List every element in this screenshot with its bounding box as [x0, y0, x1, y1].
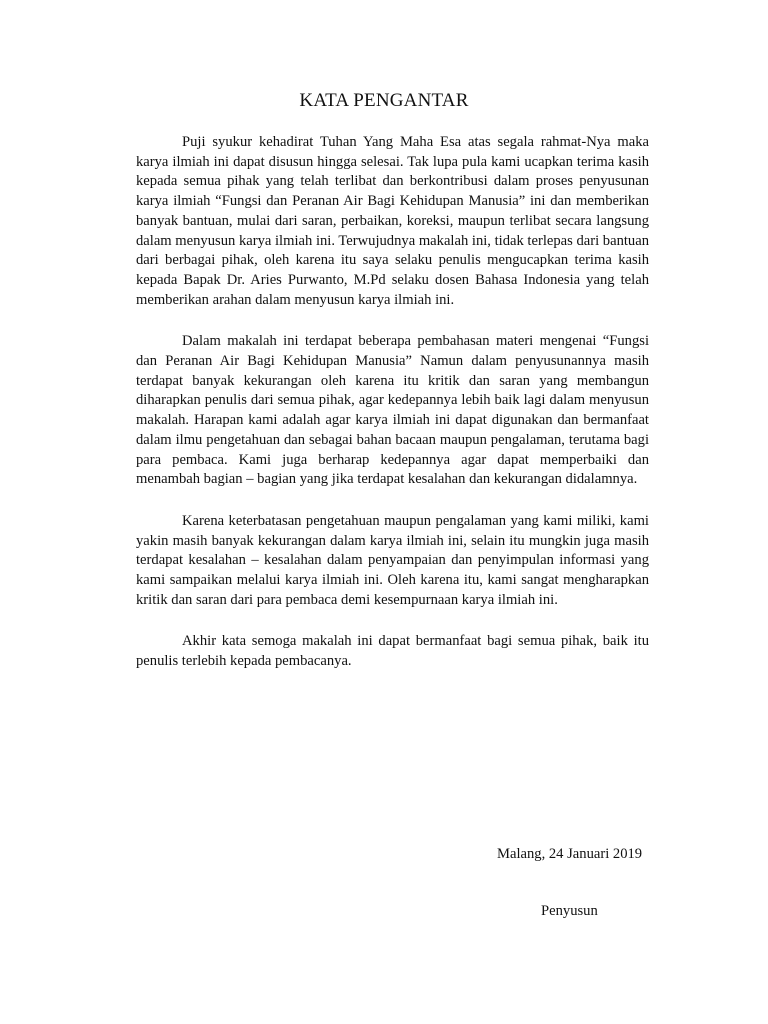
paragraph-4: Akhir kata semoga makalah ini dapat bermanfaat bagi semua pihak, baik itu penulis terlebih kepada pembacanya. [136, 633, 649, 670]
place-date: Malang, 24 Januari 2019 [497, 846, 643, 862]
paragraph-2: Dalam makalah ini terdapat beberapa pembahasan materi mengenai “Fungsi dan Peranan Air Bagi Kehidupan Manusia” Namun dalam penyusunannya masih terdapat banyak kekurangan oleh karena itu kritik dan saran yang membangun diharapkan penulis dari semua pihak, agar kedepannya lebih baik lagi dalam menyusun makalah. Harapan kami adalah agar karya ilmiah ini dapat digunakan dan bermanfaat dalam ilmu pengetahuan dan sebagai bahan bacaan maupun pengalaman, terutama bagi para pembaca. Kami juga berharap kedepannya agar dapat memperbaiki dan menambah bagian – bagian yang jika terdapat kesalahan dan kekurangan didalamnya. [136, 333, 649, 488]
paragraph-3: Karena keterbatasan pengetahuan maupun pengalaman yang kami miliki, kami yakin masih banyak kekurangan dalam karya ilmiah ini, selain itu mungkin juga masih terdapat kesalahan – kesalahan dalam penyampaian dan penyimpulan informasi yang kami sampaikan melalui karya ilmiah ini. Oleh karena itu, kami sangat mengharapkan kritik dan saran dari para pembaca demi kesempurnaan karya ilmiah ini. [136, 512, 649, 608]
signer-label: Penyusun [541, 903, 598, 919]
paragraph-1: Puji syukur kehadirat Tuhan Yang Maha Esa atas segala rahmat-Nya maka karya ilmiah ini dapat disusun hingga selesai. Tak lupa pula kami ucapkan terima kasih kepada semua pihak yang telah terlibat dan berkontribusi dalam proses penyusunan karya ilmiah “Fungsi dan Peranan Air Bagi Kehidupan Manusia” ini dan memberikan banyak bantuan, mulai dari saran, perbaikan, koreksi, maupun terlibat secara langsung dalam menyusun karya ilmiah ini. Terwujudnya makalah ini, tidak terlepas dari bantuan dari berbagai pihak, oleh karena itu saya selaku penulis mengucapkan terima kasih kepada Bapak Dr. Aries Purwanto, M.Pd selaku dosen Bahasa Indonesia yang telah memberikan arahan dalam menyusun karya ilmiah ini. [136, 134, 649, 308]
document-body [136, 133, 649, 672]
page-title: KATA PENGANTAR [299, 90, 469, 111]
